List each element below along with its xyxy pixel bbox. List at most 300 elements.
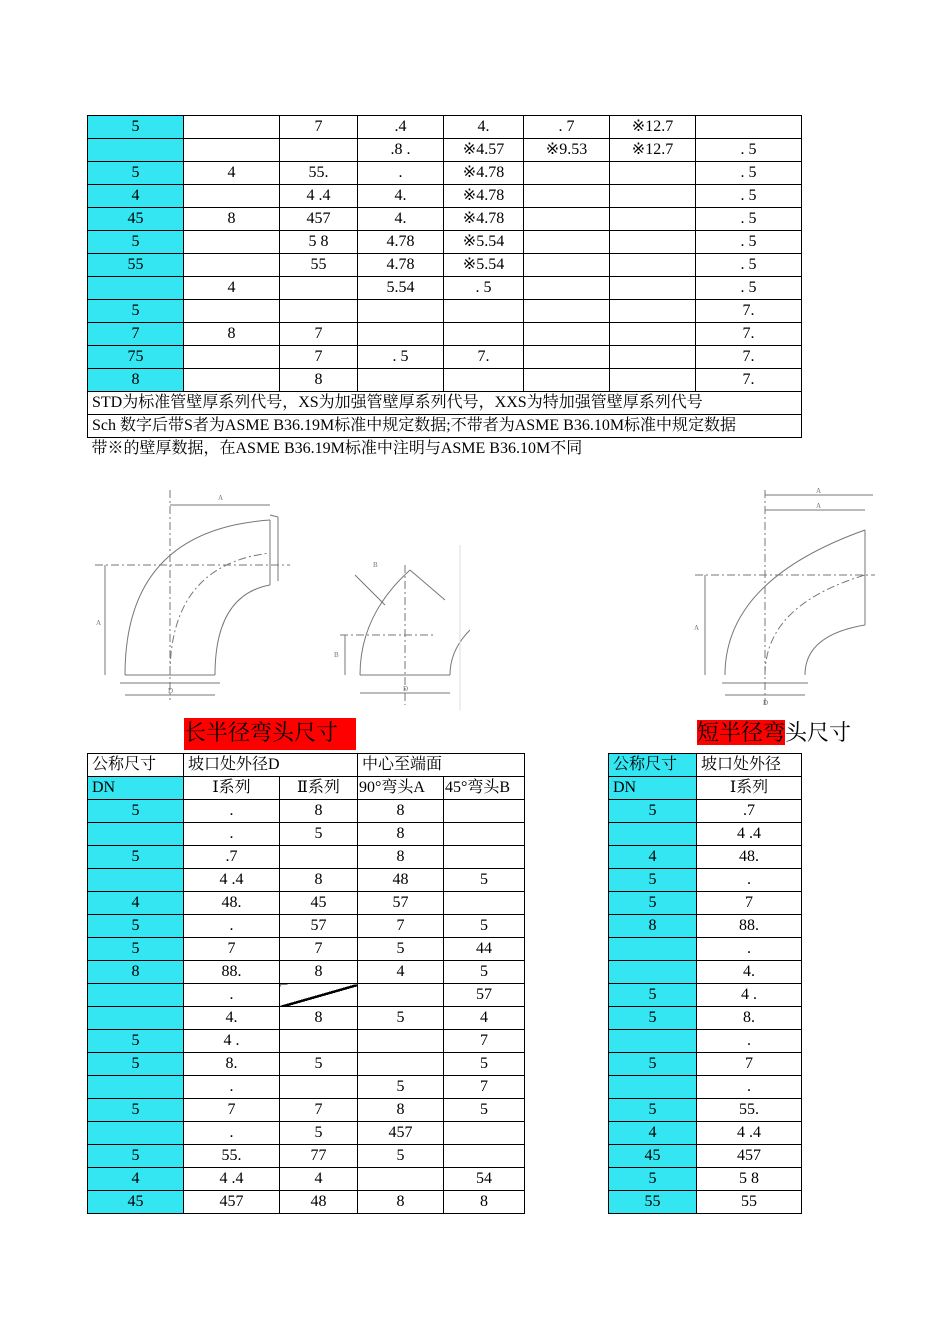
- table-cell: ※12.7: [610, 116, 696, 139]
- table-cell: [609, 1030, 697, 1053]
- table-cell: . 5: [696, 231, 802, 254]
- table-row: [609, 1099, 802, 1122]
- table-cell: 5 8: [280, 231, 358, 254]
- dim-a-short-vert-label: A: [694, 624, 700, 632]
- table-cell: 4: [88, 1168, 184, 1191]
- table-row: [88, 915, 525, 938]
- table-cell: ※5.54: [444, 254, 524, 277]
- table-row: [88, 1053, 525, 1076]
- table-row: [88, 823, 525, 846]
- table-cell: 48.: [697, 846, 802, 869]
- table-cell: 5: [444, 1053, 525, 1076]
- table-cell: 7: [280, 323, 358, 346]
- table-cell: [610, 323, 696, 346]
- table-cell: [524, 277, 610, 300]
- table-cell: 4.: [697, 961, 802, 984]
- table-cell: .: [697, 1030, 802, 1053]
- table-cell: 5: [280, 1053, 358, 1076]
- header-nominal-size: 公称尺寸: [88, 754, 184, 777]
- table-cell: [88, 139, 184, 162]
- table-row: [88, 300, 802, 323]
- table-cell: [610, 254, 696, 277]
- table-cell: [184, 300, 280, 323]
- table-cell: 8: [444, 1191, 525, 1214]
- table-cell: [88, 1076, 184, 1099]
- table-cell: 8: [280, 1007, 358, 1030]
- table-cell: 5: [88, 846, 184, 869]
- table-cell: .: [697, 938, 802, 961]
- table-cell: 7: [358, 915, 444, 938]
- header-bevel-od: 坡口处外径D: [184, 754, 358, 777]
- table-cell: .8 .: [358, 139, 444, 162]
- table-cell: 4: [184, 162, 280, 185]
- table-cell: 7.: [696, 300, 802, 323]
- table-row: [88, 1122, 525, 1145]
- table-cell: .: [184, 823, 280, 846]
- table-cell: [280, 277, 358, 300]
- table-cell: [444, 323, 524, 346]
- table-cell: .: [697, 869, 802, 892]
- short-header-dn: DN: [609, 777, 697, 800]
- table-row: [88, 800, 525, 823]
- table-cell: 55: [697, 1191, 802, 1214]
- table-cell: 4.78: [358, 231, 444, 254]
- table-cell: 5: [88, 1099, 184, 1122]
- table-cell: 7: [280, 346, 358, 369]
- table-cell: 5: [88, 1053, 184, 1076]
- table-cell: 45: [280, 892, 358, 915]
- table-cell: 5: [609, 800, 697, 823]
- table-cell: .: [184, 1122, 280, 1145]
- dim-b-label: B: [373, 561, 378, 569]
- table-cell: 4: [609, 1122, 697, 1145]
- table-cell: [444, 823, 525, 846]
- table-row: [609, 892, 802, 915]
- table-cell: 8: [358, 800, 444, 823]
- table-cell: 75: [88, 346, 184, 369]
- table-cell: [444, 300, 524, 323]
- table-cell: [184, 185, 280, 208]
- table-cell: 8: [280, 961, 358, 984]
- table-cell: .4: [358, 116, 444, 139]
- table-cell: 7: [184, 938, 280, 961]
- table-cell: 457: [184, 1191, 280, 1214]
- table-cell: [184, 369, 280, 392]
- table-cell: 4: [358, 961, 444, 984]
- table-cell: [358, 369, 444, 392]
- table-cell: .: [184, 1076, 280, 1099]
- table-cell: [444, 846, 525, 869]
- table-cell: [524, 323, 610, 346]
- table-cell: [524, 185, 610, 208]
- table-row: [88, 185, 802, 208]
- table-cell: 8.: [184, 1053, 280, 1076]
- table-row: [609, 1053, 802, 1076]
- table-cell: 4: [88, 185, 184, 208]
- table-cell: [444, 1145, 525, 1168]
- table-cell: [524, 369, 610, 392]
- table-row: [88, 139, 802, 162]
- table-row: [609, 1145, 802, 1168]
- table-row: [609, 1007, 802, 1030]
- table-cell: 5: [609, 1168, 697, 1191]
- table-cell: 4 .4: [184, 1168, 280, 1191]
- table-cell: [280, 846, 358, 869]
- table-cell: 5: [444, 961, 525, 984]
- dim-d-short-label: D: [763, 699, 769, 707]
- table-cell: 8: [280, 869, 358, 892]
- table-cell: [610, 369, 696, 392]
- short-radius-title: [697, 718, 851, 750]
- table-cell: 7: [697, 1053, 802, 1076]
- table-row: [609, 1076, 802, 1099]
- table-cell: 5: [609, 892, 697, 915]
- table-cell: 55.: [280, 162, 358, 185]
- table-cell: [610, 346, 696, 369]
- table-cell: 457: [358, 1122, 444, 1145]
- table-row: [88, 984, 525, 1007]
- long-radius-table: [87, 753, 525, 1214]
- table-cell: [610, 231, 696, 254]
- table-cell: 8: [280, 369, 358, 392]
- table-cell: [610, 185, 696, 208]
- dim-a-outer-label: A: [816, 487, 822, 495]
- table-cell: 7: [697, 892, 802, 915]
- table-cell: 4.: [444, 116, 524, 139]
- table-cell: [444, 892, 525, 915]
- table-cell: .: [184, 800, 280, 823]
- table-cell: 57: [444, 984, 525, 1007]
- table-cell: 5: [88, 915, 184, 938]
- table-row: [88, 846, 525, 869]
- table-cell: [358, 1168, 444, 1191]
- table-cell: [609, 823, 697, 846]
- table-cell: 5: [88, 162, 184, 185]
- table-row: [88, 162, 802, 185]
- dim-b-vert-label: B: [334, 651, 339, 659]
- table-cell: [610, 162, 696, 185]
- table-cell: 48: [280, 1191, 358, 1214]
- table-row: [88, 254, 802, 277]
- table-cell: 4.: [358, 185, 444, 208]
- table-cell: 5: [88, 1145, 184, 1168]
- table-cell: . 5: [358, 346, 444, 369]
- table-cell: 7: [280, 1099, 358, 1122]
- table-row: [88, 1168, 525, 1191]
- table-cell: 7: [184, 1099, 280, 1122]
- short-header-series-1: Ⅰ系列: [697, 777, 802, 800]
- table-cell: 4: [280, 1168, 358, 1191]
- table-cell: [280, 1076, 358, 1099]
- table-cell: [280, 139, 358, 162]
- table-cell: 88.: [697, 915, 802, 938]
- table-cell: [280, 1030, 358, 1053]
- table-cell: 7.: [696, 369, 802, 392]
- table-row: [88, 323, 802, 346]
- table-cell: . 5: [696, 139, 802, 162]
- table-cell: . 5: [696, 208, 802, 231]
- table-cell: 5: [609, 1053, 697, 1076]
- short-radius-title-rest: 头尺寸: [785, 720, 852, 745]
- header-series-1: Ⅰ系列: [184, 777, 280, 800]
- table-cell: [696, 116, 802, 139]
- table-cell: [444, 1122, 525, 1145]
- table-cell: [184, 116, 280, 139]
- note-std: STD为标准管壁厚系列代号，XS为加强管壁厚系列代号，XXS为特加强管壁厚系列代号: [88, 392, 802, 415]
- header-45-elbow: 45°弯头B: [444, 777, 525, 800]
- table-row: [609, 915, 802, 938]
- table-cell: 4 .: [184, 1030, 280, 1053]
- table-cell: 4.: [358, 208, 444, 231]
- table-cell: 8: [88, 961, 184, 984]
- table-row: [609, 938, 802, 961]
- table-cell: 7: [280, 116, 358, 139]
- table-cell: 44: [444, 938, 525, 961]
- table-cell: 8: [88, 369, 184, 392]
- table-cell: [184, 139, 280, 162]
- table-cell: 7.: [444, 346, 524, 369]
- dim-a-inner-label: A: [816, 502, 822, 510]
- table-cell: [524, 254, 610, 277]
- table-row: [609, 800, 802, 823]
- table-cell: [524, 300, 610, 323]
- table-cell: 5: [88, 938, 184, 961]
- table-cell: [609, 938, 697, 961]
- table-cell: 5: [280, 1122, 358, 1145]
- header-series-2: Ⅱ系列: [280, 777, 358, 800]
- table-cell: 5 8: [697, 1168, 802, 1191]
- table-cell: 7: [444, 1030, 525, 1053]
- table-cell: 8: [358, 1099, 444, 1122]
- table-cell: 54: [444, 1168, 525, 1191]
- table-row: [88, 869, 525, 892]
- table-row: [88, 961, 525, 984]
- table-row: [609, 1030, 802, 1053]
- dim-a-label: A: [218, 494, 224, 502]
- table-cell: 8: [358, 1191, 444, 1214]
- table-cell: ※4.78: [444, 208, 524, 231]
- table-cell: ※4.78: [444, 185, 524, 208]
- short-radius-table: [608, 753, 802, 1214]
- table-cell: 55: [88, 254, 184, 277]
- table-cell: ※5.54: [444, 231, 524, 254]
- table-cell: [610, 277, 696, 300]
- table-cell: 5: [609, 869, 697, 892]
- table-cell: [358, 1030, 444, 1053]
- table-cell: 8: [358, 846, 444, 869]
- table-cell: 8: [184, 208, 280, 231]
- table-cell: [184, 231, 280, 254]
- table-cell: [610, 208, 696, 231]
- table-cell: 45: [88, 208, 184, 231]
- table-cell: 5: [88, 116, 184, 139]
- table-row: [609, 984, 802, 1007]
- table-row: [88, 369, 802, 392]
- table-cell: [358, 300, 444, 323]
- table-cell: 5: [444, 869, 525, 892]
- table-row: [88, 1030, 525, 1053]
- table-cell: 4 .4: [697, 823, 802, 846]
- table-cell: 4: [88, 892, 184, 915]
- dim-d-45-label: D: [403, 685, 409, 693]
- table-cell: ※9.53: [524, 139, 610, 162]
- table-cell: .: [697, 1076, 802, 1099]
- table-row: [88, 231, 802, 254]
- table-cell: 4 .4: [184, 869, 280, 892]
- table-cell: 5: [609, 984, 697, 1007]
- table-cell: 8.: [697, 1007, 802, 1030]
- table-row: [609, 869, 802, 892]
- table-row: [609, 1122, 802, 1145]
- table-cell: 88.: [184, 961, 280, 984]
- table-cell: 7.: [696, 323, 802, 346]
- table-row: [88, 277, 802, 300]
- table-cell: [524, 231, 610, 254]
- table-cell: . 5: [696, 185, 802, 208]
- table-cell: [88, 1122, 184, 1145]
- table-cell: [88, 869, 184, 892]
- short-header-bevel-od: 坡口处外径: [697, 754, 802, 777]
- table-cell: 45: [88, 1191, 184, 1214]
- table-cell: 7: [280, 938, 358, 961]
- table-cell: . 5: [444, 277, 524, 300]
- table-row: [88, 208, 802, 231]
- table-cell: [280, 984, 358, 1007]
- table-cell: 7.: [696, 346, 802, 369]
- table-cell: . 7: [524, 116, 610, 139]
- table-cell: [609, 961, 697, 984]
- table-row: [609, 961, 802, 984]
- table-cell: [88, 984, 184, 1007]
- table-cell: . 5: [696, 254, 802, 277]
- table-cell: 5: [88, 1030, 184, 1053]
- wall-thickness-table: [87, 115, 802, 460]
- table-row: [609, 823, 802, 846]
- table-cell: 5: [280, 823, 358, 846]
- table-row: [88, 1191, 525, 1214]
- table-cell: [358, 323, 444, 346]
- header-center-to-end: 中心至端面: [358, 754, 525, 777]
- table-cell: 4 .: [697, 984, 802, 1007]
- long-radius-90-elbow-diagram: [90, 485, 300, 710]
- table-cell: 5: [88, 231, 184, 254]
- header-90-elbow: 90°弯头A: [358, 777, 444, 800]
- table-cell: [609, 1076, 697, 1099]
- table-row: [88, 1099, 525, 1122]
- table-cell: 5: [358, 938, 444, 961]
- table-cell: [88, 1007, 184, 1030]
- table-cell: 4: [609, 846, 697, 869]
- table-row: [609, 846, 802, 869]
- table-row: [88, 938, 525, 961]
- long-radius-45-elbow-diagram: [325, 545, 470, 710]
- table-cell: [184, 254, 280, 277]
- table-cell: 457: [697, 1145, 802, 1168]
- table-cell: 5: [444, 1099, 525, 1122]
- table-cell: [524, 208, 610, 231]
- table-cell: 4 .4: [697, 1122, 802, 1145]
- table-cell: 5: [358, 1145, 444, 1168]
- header-dn: DN: [88, 777, 184, 800]
- table-cell: 48.: [184, 892, 280, 915]
- table-cell: ※4.57: [444, 139, 524, 162]
- table-cell: 8: [184, 323, 280, 346]
- table-row: [609, 1191, 802, 1214]
- table-cell: 8: [358, 823, 444, 846]
- table-cell: ※4.78: [444, 162, 524, 185]
- table-row: [88, 1007, 525, 1030]
- table-row: [88, 116, 802, 139]
- table-row: [88, 1076, 525, 1099]
- table-row: [88, 346, 802, 369]
- table-cell: . 5: [696, 277, 802, 300]
- table-cell: 4: [184, 277, 280, 300]
- table-row: [609, 1168, 802, 1191]
- table-cell: 5: [88, 300, 184, 323]
- note-asterisk: 带※的壁厚数据，在ASME B36.19M标准中注明与ASME B36.10M不同: [91, 440, 583, 457]
- table-cell: [88, 277, 184, 300]
- table-cell: 4.: [184, 1007, 280, 1030]
- table-cell: [88, 823, 184, 846]
- table-cell: [524, 346, 610, 369]
- table-cell: [444, 800, 525, 823]
- short-radius-title-highlight: 短半径弯: [697, 720, 786, 745]
- table-cell: 4 .4: [280, 185, 358, 208]
- table-cell: 5: [444, 915, 525, 938]
- table-cell: 5: [88, 800, 184, 823]
- table-cell: [444, 369, 524, 392]
- table-cell: .: [184, 915, 280, 938]
- table-cell: 55: [609, 1191, 697, 1214]
- table-cell: ※12.7: [610, 139, 696, 162]
- table-row: [88, 892, 525, 915]
- table-cell: [280, 300, 358, 323]
- table-cell: [358, 984, 444, 1007]
- table-cell: 55.: [184, 1145, 280, 1168]
- table-cell: .: [184, 984, 280, 1007]
- table-cell: 55: [280, 254, 358, 277]
- table-cell: [358, 1053, 444, 1076]
- table-cell: 4.78: [358, 254, 444, 277]
- table-cell: 8: [280, 800, 358, 823]
- table-cell: 4: [444, 1007, 525, 1030]
- table-cell: 7: [444, 1076, 525, 1099]
- table-cell: 5.54: [358, 277, 444, 300]
- table-cell: 8: [609, 915, 697, 938]
- table-row: [88, 1145, 525, 1168]
- table-cell: .: [358, 162, 444, 185]
- table-cell: 5: [609, 1099, 697, 1122]
- table-cell: 77: [280, 1145, 358, 1168]
- long-radius-title: 长半径弯头尺寸: [184, 718, 356, 750]
- dim-a-vert-label: A: [96, 619, 102, 627]
- table-cell: 55.: [697, 1099, 802, 1122]
- table-cell: [610, 300, 696, 323]
- table-cell: 7: [88, 323, 184, 346]
- table-cell: 457: [280, 208, 358, 231]
- table-cell: 57: [358, 892, 444, 915]
- table-cell: .7: [697, 800, 802, 823]
- table-cell: 5: [358, 1007, 444, 1030]
- table-cell: [524, 162, 610, 185]
- table-cell: [184, 346, 280, 369]
- short-radius-elbow-diagram: [690, 485, 880, 710]
- table-cell: 48: [358, 869, 444, 892]
- table-cell: 45: [609, 1145, 697, 1168]
- table-cell: . 5: [696, 162, 802, 185]
- note-sch: Sch 数字后带S者为ASME B36.19M标准中规定数据;不带者为ASME B36.10M标准中规定数据: [88, 415, 802, 438]
- short-header-nominal-size: 公称尺寸: [609, 754, 697, 777]
